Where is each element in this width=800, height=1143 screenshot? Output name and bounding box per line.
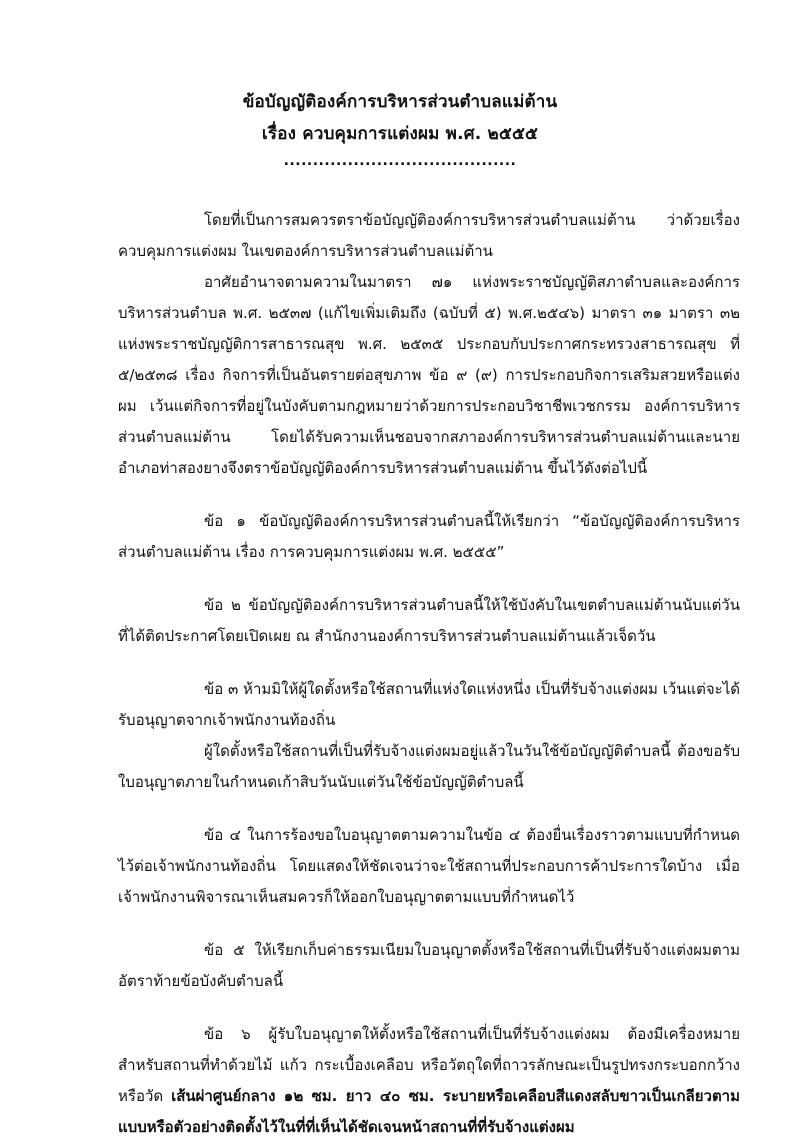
title-separator: ........................................ xyxy=(283,153,517,169)
clause-3-paragraph-2: ผู้ใดตั้งหรือใช้สถานที่เป็นที่รับจ้างแต่งผมอยู่แล้วในวันใช้ข้อบัญญัติตำบลนี้ ต้องขอรับใบอนุญาตภายในกำหนดเก้าสิบวันนับแต่วันใช้ข้อบัญญัติตำบลนี้ xyxy=(118,742,740,791)
document-title: ข้อบัญญัติองค์การบริหารส่วนตำบลแม่ต้าน xyxy=(242,92,558,112)
clause-6 xyxy=(118,1019,740,1143)
document-subject: เรื่อง ควบคุมการแต่งผม พ.ศ. ๒๕๕๕ xyxy=(261,124,539,144)
document-body xyxy=(118,205,740,1143)
clause-1: ข้อ ๑ ข้อบัญญัติองค์การบริหารส่วนตำบลนี้ให้เรียกว่า “ข้อบัญญัติองค์การบริหารส่วนตำบลแม่ต้าน เรื่อง การควบคุมการแต่งผม พ.ศ. ๒๕๕๕” xyxy=(118,512,740,561)
preamble-paragraph-2: อาศัยอำนาจตามความในมาตรา ๗๑ แห่งพระราชบัญญัติสภาตำบลและองค์การบริหารส่วนตำบล พ.ศ. ๒๕๓๗ (แก้ไขเพิ่มเติมถึง (ฉบับที่ ๕) พ.ศ.๒๕๔๖) มาตรา ๓๑ มาตรา ๓๒ แห่งพระราชบัญญัติการสาธารณสุข พ.ศ. ๒๕๓๕ ประกอบกับประกาศกระทรวงสาธารณสุข ที่ ๕/๒๕๓๘ เรื่อง กิจการที่เป็นอันตรายต่อสุขภาพ ข้อ ๙ (๙) การประกอบกิจการเสริมสวยหรือแต่งผม เว้นแต่กิจการที่อยู่ในบังคับตามกฎหมายว่าด้วยการประกอบวิชาชีพเวชกรรม องค์การบริหารส่วนตำบลแม่ต้าน โดยได้รับความเห็นชอบจากสภาองค์การบริหารส่วนตำบลแม่ต้านและนายอำเภอท่าสองยางจึงตราข้อบัญญัติองค์การบริหารส่วนตำบลแม่ต้าน ขึ้นไว้ดังต่อไปนี้ xyxy=(118,273,740,477)
clause-6-text: ข้อ ๖ ผู้รับใบอนุญาตให้ตั้งหรือใช้สถานที่เป็นที่รับจ้างแต่งผม ต้องมีเครื่องหมายสำหรับสถานที่ทำด้วยไม้ แก้ว กระเบื้องเคลือบ หรือวัตถุใดที่ถาวรลักษณะเป็นรูปทรงกระบอกกว้างหรือวัด xyxy=(118,1025,740,1105)
clause-4: ข้อ ๔ ในการร้องขอใบอนุญาตตามความในข้อ ๔ ต้องยื่นเรื่องราวตามแบบที่กำหนดไว้ต่อเจ้าพนักงานท้องถิ่น โดยแสดงให้ชัดเจนว่าจะใช้สถานที่ประกอบการค้าประการใดบ้าง เมื่อเจ้าพนักงานพิจารณาเห็นสมควรก็ให้ออกใบอนุญาตตามแบบที่กำหนดไว้ xyxy=(118,826,740,906)
title-block xyxy=(0,86,800,172)
clause-6-bold-text: เส้นผ่าศูนย์กลาง ๑๒ ซม. ยาว ๔๐ ซม. ระบายหรือเคลือบสีแดงสลับขาวเป็นเกลียวตามแบบหรือตัวอย่างติดตั้งไว้ในที่ที่เห็นได้ชัดเจนหน้าสถานที่ที่รับจ้างแต่งผม xyxy=(118,1087,740,1136)
clause-2: ข้อ ๒ ข้อบัญญัติองค์การบริหารส่วนตำบลนี้ให้ใช้บังคับในเขตตำบลแม่ต้านนับแต่วันที่ได้ติดประกาศโดยเปิดเผย ณ สำนักงานองค์การบริหารส่วนตำบลแม่ต้านแล้วเจ็ดวัน xyxy=(118,596,740,645)
clause-5: ข้อ ๕ ให้เรียกเก็บค่าธรรมเนียมใบอนุญาตตั้งหรือใช้สถานที่เป็นที่รับจ้างแต่งผมตามอัตราท้ายข้อบังคับตำบลนี้ xyxy=(118,941,740,990)
preamble-paragraph-1: โดยที่เป็นการสมควรตราข้อบัญญัติองค์การบริหารส่วนตำบลแม่ต้าน ว่าด้วยเรื่อง ควบคุมการแต่งผม ในเขตองค์การบริหารส่วนตำบลแม่ต้าน xyxy=(118,211,740,260)
clause-3: ข้อ ๓ ห้ามมิให้ผู้ใดตั้งหรือใช้สถานที่แห่งใดแห่งหนึ่ง เป็นที่รับจ้างแต่งผม เว้นแต่จะได้รับอนุญาตจากเจ้าพนักงานท้องถิ่น xyxy=(118,680,741,729)
